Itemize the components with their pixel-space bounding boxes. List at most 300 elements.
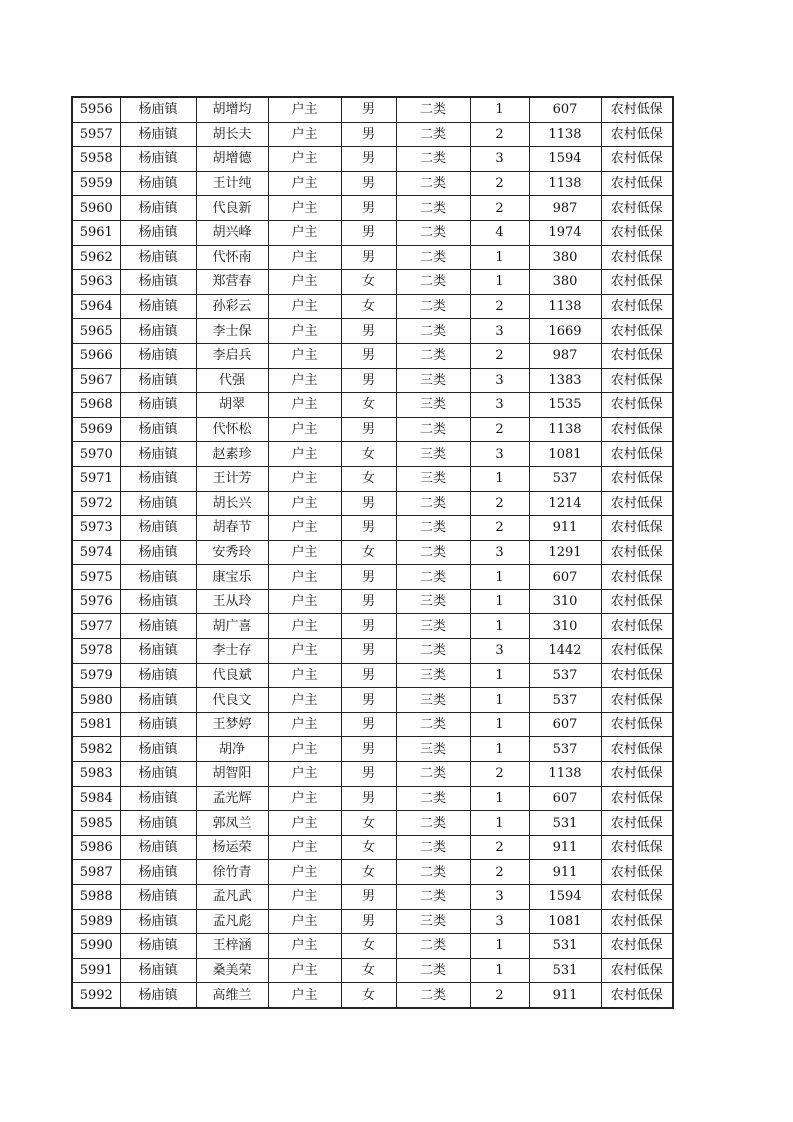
cell-category: 二类 [396, 171, 470, 196]
cell-relation: 户主 [268, 343, 341, 368]
cell-household-size: 1 [470, 958, 529, 983]
cell-household-size: 1 [470, 811, 529, 836]
cell-household-size: 2 [470, 343, 529, 368]
cell-relation: 户主 [268, 934, 341, 959]
cell-relation: 户主 [268, 368, 341, 393]
cell-serial-number: 5958 [72, 147, 120, 172]
cell-gender: 男 [341, 122, 396, 147]
cell-town: 杨庙镇 [120, 540, 196, 565]
cell-amount: 1081 [529, 909, 601, 934]
cell-household-size: 3 [470, 368, 529, 393]
cell-gender: 男 [341, 565, 396, 590]
cell-gender: 女 [341, 934, 396, 959]
table-body [72, 97, 673, 1008]
table-row [72, 737, 673, 762]
cell-name: 李启兵 [196, 343, 268, 368]
cell-name: 王计纯 [196, 171, 268, 196]
cell-category: 二类 [396, 811, 470, 836]
cell-gender: 男 [341, 737, 396, 762]
cell-assistance-type: 农村低保 [601, 614, 673, 639]
cell-category: 二类 [396, 762, 470, 787]
cell-name: 康宝乐 [196, 565, 268, 590]
cell-assistance-type: 农村低保 [601, 811, 673, 836]
cell-town: 杨庙镇 [120, 270, 196, 295]
cell-gender: 男 [341, 663, 396, 688]
cell-gender: 男 [341, 909, 396, 934]
cell-household-size: 1 [470, 934, 529, 959]
cell-name: 胡增均 [196, 97, 268, 122]
table-row [72, 565, 673, 590]
cell-serial-number: 5982 [72, 737, 120, 762]
cell-relation: 户主 [268, 786, 341, 811]
cell-name: 胡增德 [196, 147, 268, 172]
cell-serial-number: 5974 [72, 540, 120, 565]
cell-assistance-type: 农村低保 [601, 343, 673, 368]
cell-amount: 531 [529, 934, 601, 959]
cell-category: 三类 [396, 614, 470, 639]
cell-amount: 1594 [529, 147, 601, 172]
cell-gender: 男 [341, 147, 396, 172]
cell-relation: 户主 [268, 171, 341, 196]
cell-relation: 户主 [268, 762, 341, 787]
cell-relation: 户主 [268, 663, 341, 688]
table-row [72, 934, 673, 959]
cell-category: 三类 [396, 909, 470, 934]
cell-town: 杨庙镇 [120, 245, 196, 270]
cell-amount: 911 [529, 983, 601, 1008]
cell-name: 安秀玲 [196, 540, 268, 565]
cell-assistance-type: 农村低保 [601, 835, 673, 860]
cell-town: 杨庙镇 [120, 639, 196, 664]
cell-household-size: 1 [470, 712, 529, 737]
cell-household-size: 1 [470, 589, 529, 614]
cell-category: 二类 [396, 319, 470, 344]
cell-name: 胡长兴 [196, 491, 268, 516]
cell-category: 二类 [396, 885, 470, 910]
cell-gender: 男 [341, 786, 396, 811]
table-row [72, 393, 673, 418]
cell-assistance-type: 农村低保 [601, 270, 673, 295]
table-row [72, 909, 673, 934]
cell-household-size: 1 [470, 614, 529, 639]
cell-town: 杨庙镇 [120, 934, 196, 959]
cell-amount: 1594 [529, 885, 601, 910]
cell-gender: 女 [341, 835, 396, 860]
cell-household-size: 1 [470, 245, 529, 270]
cell-amount: 537 [529, 663, 601, 688]
cell-assistance-type: 农村低保 [601, 565, 673, 590]
cell-household-size: 2 [470, 417, 529, 442]
cell-town: 杨庙镇 [120, 97, 196, 122]
cell-gender: 女 [341, 860, 396, 885]
table-row [72, 811, 673, 836]
cell-gender: 男 [341, 589, 396, 614]
cell-assistance-type: 农村低保 [601, 171, 673, 196]
cell-relation: 户主 [268, 639, 341, 664]
cell-gender: 女 [341, 294, 396, 319]
cell-relation: 户主 [268, 294, 341, 319]
cell-amount: 537 [529, 466, 601, 491]
table-row [72, 294, 673, 319]
cell-relation: 户主 [268, 196, 341, 221]
cell-name: 郭凤兰 [196, 811, 268, 836]
table-row [72, 270, 673, 295]
cell-relation: 户主 [268, 737, 341, 762]
cell-town: 杨庙镇 [120, 466, 196, 491]
cell-assistance-type: 农村低保 [601, 909, 673, 934]
cell-household-size: 2 [470, 860, 529, 885]
cell-household-size: 1 [470, 688, 529, 713]
table-row [72, 786, 673, 811]
cell-assistance-type: 农村低保 [601, 147, 673, 172]
cell-gender: 女 [341, 270, 396, 295]
cell-relation: 户主 [268, 442, 341, 467]
cell-serial-number: 5961 [72, 220, 120, 245]
cell-assistance-type: 农村低保 [601, 294, 673, 319]
cell-name: 胡翠 [196, 393, 268, 418]
table-row [72, 762, 673, 787]
cell-amount: 1383 [529, 368, 601, 393]
cell-household-size: 1 [470, 466, 529, 491]
cell-category: 二类 [396, 639, 470, 664]
cell-gender: 男 [341, 688, 396, 713]
cell-household-size: 2 [470, 762, 529, 787]
cell-amount: 1535 [529, 393, 601, 418]
cell-category: 二类 [396, 122, 470, 147]
cell-serial-number: 5984 [72, 786, 120, 811]
cell-assistance-type: 农村低保 [601, 762, 673, 787]
table-row [72, 171, 673, 196]
cell-name: 孟凡彪 [196, 909, 268, 934]
cell-amount: 607 [529, 786, 601, 811]
cell-category: 二类 [396, 245, 470, 270]
cell-serial-number: 5981 [72, 712, 120, 737]
cell-relation: 户主 [268, 466, 341, 491]
cell-category: 二类 [396, 540, 470, 565]
cell-household-size: 2 [470, 171, 529, 196]
cell-serial-number: 5988 [72, 885, 120, 910]
cell-amount: 1669 [529, 319, 601, 344]
cell-amount: 1081 [529, 442, 601, 467]
cell-gender: 女 [341, 958, 396, 983]
cell-household-size: 2 [470, 516, 529, 541]
cell-amount: 1138 [529, 762, 601, 787]
cell-relation: 户主 [268, 983, 341, 1008]
cell-town: 杨庙镇 [120, 614, 196, 639]
cell-town: 杨庙镇 [120, 393, 196, 418]
cell-gender: 男 [341, 491, 396, 516]
cell-town: 杨庙镇 [120, 368, 196, 393]
cell-assistance-type: 农村低保 [601, 934, 673, 959]
cell-assistance-type: 农村低保 [601, 466, 673, 491]
cell-amount: 607 [529, 97, 601, 122]
cell-assistance-type: 农村低保 [601, 220, 673, 245]
cell-household-size: 4 [470, 220, 529, 245]
cell-relation: 户主 [268, 835, 341, 860]
cell-relation: 户主 [268, 122, 341, 147]
cell-assistance-type: 农村低保 [601, 786, 673, 811]
cell-gender: 女 [341, 466, 396, 491]
cell-serial-number: 5983 [72, 762, 120, 787]
cell-assistance-type: 农村低保 [601, 737, 673, 762]
assistance-table [71, 96, 674, 1009]
table-row [72, 688, 673, 713]
cell-serial-number: 5973 [72, 516, 120, 541]
cell-amount: 911 [529, 516, 601, 541]
cell-amount: 310 [529, 589, 601, 614]
cell-category: 二类 [396, 860, 470, 885]
cell-household-size: 1 [470, 270, 529, 295]
cell-amount: 607 [529, 565, 601, 590]
cell-category: 二类 [396, 97, 470, 122]
cell-town: 杨庙镇 [120, 811, 196, 836]
cell-relation: 户主 [268, 393, 341, 418]
cell-town: 杨庙镇 [120, 688, 196, 713]
cell-town: 杨庙镇 [120, 171, 196, 196]
cell-name: 徐竹青 [196, 860, 268, 885]
cell-amount: 1291 [529, 540, 601, 565]
cell-serial-number: 5986 [72, 835, 120, 860]
cell-town: 杨庙镇 [120, 762, 196, 787]
cell-town: 杨庙镇 [120, 835, 196, 860]
cell-name: 胡净 [196, 737, 268, 762]
cell-category: 二类 [396, 417, 470, 442]
cell-serial-number: 5967 [72, 368, 120, 393]
table-row [72, 589, 673, 614]
cell-serial-number: 5976 [72, 589, 120, 614]
table-row [72, 614, 673, 639]
cell-name: 胡兴峰 [196, 220, 268, 245]
cell-household-size: 1 [470, 97, 529, 122]
cell-assistance-type: 农村低保 [601, 663, 673, 688]
cell-assistance-type: 农村低保 [601, 540, 673, 565]
cell-name: 王计芳 [196, 466, 268, 491]
cell-serial-number: 5966 [72, 343, 120, 368]
cell-name: 胡长夫 [196, 122, 268, 147]
cell-amount: 1442 [529, 639, 601, 664]
cell-serial-number: 5972 [72, 491, 120, 516]
table-row [72, 417, 673, 442]
cell-amount: 537 [529, 737, 601, 762]
cell-household-size: 1 [470, 737, 529, 762]
cell-household-size: 3 [470, 885, 529, 910]
cell-relation: 户主 [268, 909, 341, 934]
cell-household-size: 2 [470, 491, 529, 516]
cell-amount: 1138 [529, 122, 601, 147]
table-row [72, 442, 673, 467]
cell-assistance-type: 农村低保 [601, 589, 673, 614]
cell-town: 杨庙镇 [120, 860, 196, 885]
cell-household-size: 1 [470, 663, 529, 688]
table-row [72, 712, 673, 737]
cell-household-size: 3 [470, 147, 529, 172]
cell-assistance-type: 农村低保 [601, 885, 673, 910]
cell-serial-number: 5960 [72, 196, 120, 221]
cell-assistance-type: 农村低保 [601, 393, 673, 418]
cell-category: 二类 [396, 712, 470, 737]
cell-assistance-type: 农村低保 [601, 639, 673, 664]
cell-name: 代强 [196, 368, 268, 393]
cell-gender: 男 [341, 368, 396, 393]
cell-assistance-type: 农村低保 [601, 712, 673, 737]
cell-name: 代良文 [196, 688, 268, 713]
cell-relation: 户主 [268, 516, 341, 541]
cell-amount: 380 [529, 270, 601, 295]
cell-gender: 男 [341, 516, 396, 541]
cell-town: 杨庙镇 [120, 442, 196, 467]
cell-relation: 户主 [268, 540, 341, 565]
table-row [72, 983, 673, 1008]
cell-category: 二类 [396, 958, 470, 983]
cell-serial-number: 5965 [72, 319, 120, 344]
cell-gender: 女 [341, 540, 396, 565]
cell-household-size: 1 [470, 565, 529, 590]
cell-household-size: 3 [470, 319, 529, 344]
cell-town: 杨庙镇 [120, 786, 196, 811]
cell-gender: 女 [341, 811, 396, 836]
cell-serial-number: 5990 [72, 934, 120, 959]
cell-town: 杨庙镇 [120, 909, 196, 934]
cell-town: 杨庙镇 [120, 417, 196, 442]
cell-assistance-type: 农村低保 [601, 491, 673, 516]
cell-name: 高维兰 [196, 983, 268, 1008]
table-row [72, 516, 673, 541]
cell-serial-number: 5963 [72, 270, 120, 295]
table-row [72, 639, 673, 664]
cell-town: 杨庙镇 [120, 122, 196, 147]
cell-assistance-type: 农村低保 [601, 245, 673, 270]
cell-relation: 户主 [268, 491, 341, 516]
cell-amount: 911 [529, 835, 601, 860]
table-row [72, 343, 673, 368]
cell-name: 杨运荣 [196, 835, 268, 860]
cell-relation: 户主 [268, 811, 341, 836]
cell-category: 二类 [396, 220, 470, 245]
table-row [72, 196, 673, 221]
cell-assistance-type: 农村低保 [601, 688, 673, 713]
cell-serial-number: 5962 [72, 245, 120, 270]
cell-serial-number: 5989 [72, 909, 120, 934]
cell-household-size: 3 [470, 442, 529, 467]
cell-relation: 户主 [268, 147, 341, 172]
cell-assistance-type: 农村低保 [601, 983, 673, 1008]
cell-relation: 户主 [268, 97, 341, 122]
cell-relation: 户主 [268, 319, 341, 344]
cell-gender: 男 [341, 196, 396, 221]
table-row [72, 220, 673, 245]
cell-town: 杨庙镇 [120, 712, 196, 737]
cell-household-size: 2 [470, 294, 529, 319]
cell-name: 胡智阳 [196, 762, 268, 787]
cell-gender: 男 [341, 97, 396, 122]
cell-assistance-type: 农村低保 [601, 516, 673, 541]
cell-name: 王梦婷 [196, 712, 268, 737]
cell-category: 二类 [396, 516, 470, 541]
table-row [72, 885, 673, 910]
cell-town: 杨庙镇 [120, 220, 196, 245]
table-row [72, 122, 673, 147]
cell-household-size: 1 [470, 786, 529, 811]
cell-amount: 537 [529, 688, 601, 713]
cell-amount: 987 [529, 343, 601, 368]
cell-amount: 380 [529, 245, 601, 270]
cell-category: 二类 [396, 491, 470, 516]
cell-category: 三类 [396, 737, 470, 762]
cell-name: 王梓涵 [196, 934, 268, 959]
cell-name: 桑美荣 [196, 958, 268, 983]
cell-town: 杨庙镇 [120, 565, 196, 590]
cell-relation: 户主 [268, 688, 341, 713]
cell-category: 二类 [396, 270, 470, 295]
cell-serial-number: 5985 [72, 811, 120, 836]
cell-relation: 户主 [268, 614, 341, 639]
cell-category: 二类 [396, 294, 470, 319]
cell-gender: 女 [341, 442, 396, 467]
cell-town: 杨庙镇 [120, 737, 196, 762]
cell-relation: 户主 [268, 885, 341, 910]
cell-name: 胡广喜 [196, 614, 268, 639]
cell-amount: 1214 [529, 491, 601, 516]
cell-category: 三类 [396, 688, 470, 713]
cell-gender: 男 [341, 343, 396, 368]
cell-amount: 1974 [529, 220, 601, 245]
cell-amount: 1138 [529, 417, 601, 442]
cell-assistance-type: 农村低保 [601, 97, 673, 122]
cell-serial-number: 5991 [72, 958, 120, 983]
cell-town: 杨庙镇 [120, 147, 196, 172]
cell-household-size: 3 [470, 393, 529, 418]
cell-category: 二类 [396, 196, 470, 221]
table-row [72, 860, 673, 885]
cell-town: 杨庙镇 [120, 983, 196, 1008]
cell-amount: 1138 [529, 171, 601, 196]
cell-category: 三类 [396, 442, 470, 467]
cell-gender: 女 [341, 393, 396, 418]
cell-gender: 男 [341, 614, 396, 639]
cell-town: 杨庙镇 [120, 663, 196, 688]
cell-household-size: 3 [470, 639, 529, 664]
table-row [72, 491, 673, 516]
cell-name: 代良新 [196, 196, 268, 221]
cell-relation: 户主 [268, 958, 341, 983]
cell-serial-number: 5975 [72, 565, 120, 590]
cell-relation: 户主 [268, 417, 341, 442]
cell-name: 孟凡武 [196, 885, 268, 910]
cell-town: 杨庙镇 [120, 491, 196, 516]
cell-name: 王从玲 [196, 589, 268, 614]
cell-serial-number: 5969 [72, 417, 120, 442]
cell-name: 赵素珍 [196, 442, 268, 467]
cell-relation: 户主 [268, 860, 341, 885]
cell-name: 代怀南 [196, 245, 268, 270]
cell-category: 三类 [396, 466, 470, 491]
cell-name: 郑营春 [196, 270, 268, 295]
cell-serial-number: 5959 [72, 171, 120, 196]
cell-town: 杨庙镇 [120, 516, 196, 541]
cell-assistance-type: 农村低保 [601, 958, 673, 983]
cell-assistance-type: 农村低保 [601, 860, 673, 885]
cell-amount: 607 [529, 712, 601, 737]
cell-category: 三类 [396, 589, 470, 614]
cell-relation: 户主 [268, 589, 341, 614]
table-row [72, 835, 673, 860]
table-row [72, 319, 673, 344]
cell-category: 二类 [396, 835, 470, 860]
cell-gender: 男 [341, 417, 396, 442]
cell-name: 李士保 [196, 319, 268, 344]
cell-gender: 男 [341, 220, 396, 245]
cell-name: 李士存 [196, 639, 268, 664]
